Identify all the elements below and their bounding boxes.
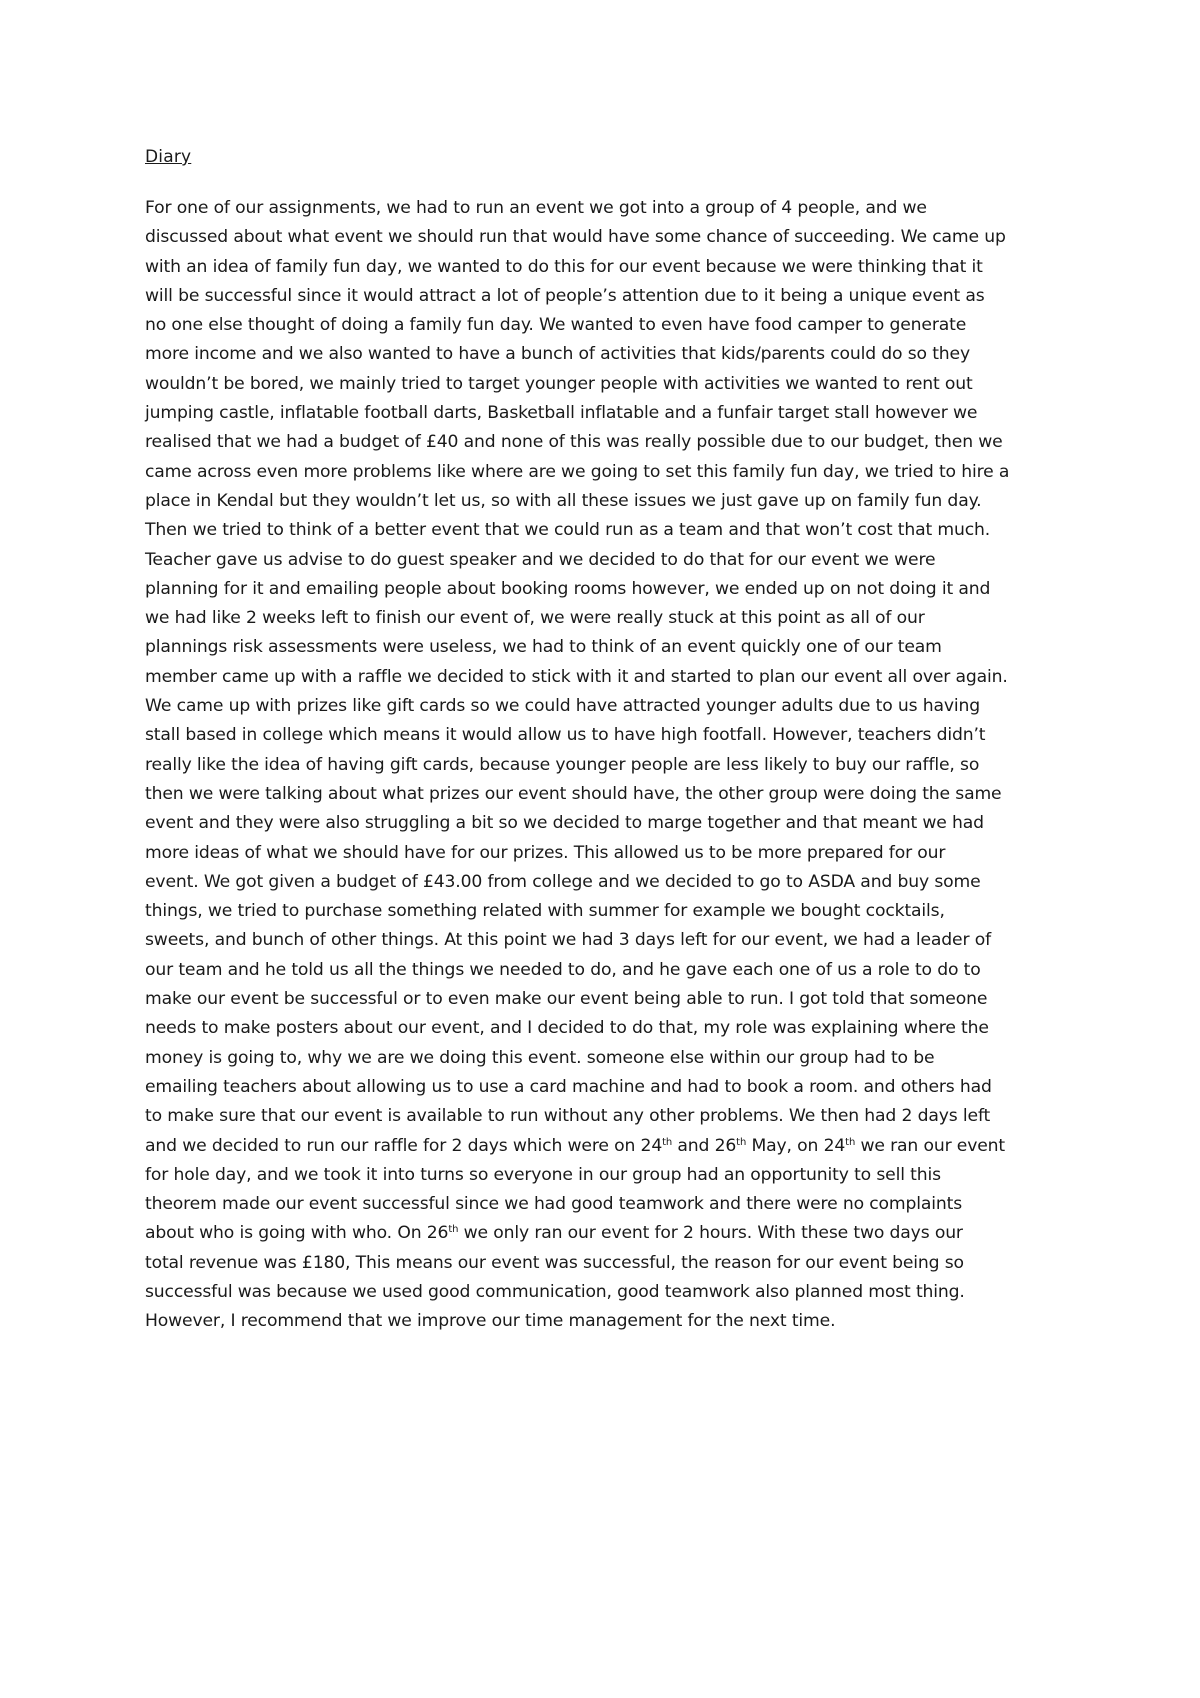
diary-body: [145, 194, 1065, 1337]
text-segment: jumping castle, inflatable football darts, Basketball inflatable and a funfair target stall however we: [145, 403, 978, 424]
text-line: [145, 399, 1065, 428]
text-line: [145, 692, 1065, 721]
text-line: [145, 985, 1065, 1014]
text-segment: more ideas of what we should have for our prizes. This allowed us to be more prepared for our: [145, 842, 946, 863]
text-segment: more income and we also wanted to have a bunch of activities that kids/parents could do so they: [145, 344, 971, 365]
text-line: [145, 956, 1065, 985]
text-segment: We came up with prizes like gift cards so we could have attracted younger adults due to us having: [145, 696, 981, 717]
document-page: [145, 148, 1065, 1337]
text-segment: plannings risk assessments were useless, we had to think of an event quickly one of our team: [145, 637, 942, 658]
text-line: [145, 546, 1065, 575]
text-segment: with an idea of family fun day, we wanted to do this for our event because we were thinking that it: [145, 256, 983, 277]
text-line: [145, 897, 1065, 926]
text-segment: really like the idea of having gift cards, because younger people are less likely to buy our raffle, so: [145, 754, 980, 775]
text-segment: event. We got given a budget of £43.00 from college and we decided to go to ASDA and buy some: [145, 871, 981, 892]
text-line: [145, 809, 1065, 838]
text-line: [145, 1014, 1065, 1043]
text-line: [145, 839, 1065, 868]
text-line: [145, 516, 1065, 545]
text-line: [145, 1278, 1065, 1307]
text-segment: for hole day, and we took it into turns so everyone in our group had an opportunity to sell this: [145, 1164, 941, 1185]
text-line: [145, 194, 1065, 223]
text-line: [145, 1249, 1065, 1278]
text-line: [145, 604, 1065, 633]
text-segment: will be successful since it would attract a lot of people’s attention due to it being a unique event as: [145, 285, 985, 306]
text-line: [145, 1073, 1065, 1102]
text-segment: stall based in college which means it would allow us to have high footfall. However, teachers didn’t: [145, 725, 986, 746]
text-segment: event and they were also struggling a bit so we decided to marge together and that meant we had: [145, 813, 984, 834]
text-line: [145, 282, 1065, 311]
text-segment: realised that we had a budget of £40 and none of this was really possible due to our budget, then we: [145, 432, 1003, 453]
text-line: [145, 751, 1065, 780]
text-segment: came across even more problems like where are we going to set this family fun day, we tried to hire a: [145, 461, 1010, 482]
text-segment: For one of our assignments, we had to run an event we got into a group of 4 people, and we: [145, 198, 927, 218]
text-line: [145, 1161, 1065, 1190]
text-line: [145, 926, 1065, 955]
text-segment: make our event be successful or to even make our event being able to run. I got told that someone: [145, 989, 988, 1010]
text-segment: things, we tried to purchase something related with summer for example we bought cocktails,: [145, 901, 945, 922]
text-segment: no one else thought of doing a family fun day. We wanted to even have food camper to generate: [145, 315, 967, 336]
text-segment: then we were talking about what prizes our event should have, the other group were doing the same: [145, 783, 1002, 804]
text-segment: our team and he told us all the things we needed to do, and he gave each one of us a role to do to: [145, 959, 981, 980]
text-line: [145, 1044, 1065, 1073]
text-segment: member came up with a raffle we decided to stick with it and started to plan our event all over again.: [145, 666, 1008, 687]
text-line: [145, 1307, 1065, 1336]
text-segment: money is going to, why we are we doing this event. someone else within our group had to be: [145, 1047, 935, 1068]
page-title: Diary: [145, 147, 192, 167]
text-line: [145, 868, 1065, 897]
text-segment: However, I recommend that we improve our time management for the next time.: [145, 1311, 836, 1332]
text-segment: total revenue was £180, This means our event was successful, the reason for our event being so: [145, 1252, 964, 1273]
text-line: [145, 487, 1065, 516]
text-segment: theorem made our event successful since we had good teamwork and there were no complaints: [145, 1194, 963, 1215]
text-segment: sweets, and bunch of other things. At this point we had 3 days left for our event, we had a leader of: [145, 930, 991, 951]
text-line: [145, 663, 1065, 692]
text-line: [145, 1132, 1065, 1161]
ordinal-suffix: th: [662, 1136, 673, 1148]
ordinal-suffix: th: [448, 1224, 459, 1236]
text-segment: wouldn’t be bored, we mainly tried to target younger people with activities we wanted to rent out: [145, 373, 973, 394]
text-segment: needs to make posters about our event, and I decided to do that, my role was explaining where the: [145, 1018, 989, 1039]
text-line: [145, 223, 1065, 252]
ordinal-suffix: th: [736, 1136, 747, 1148]
text-line: [145, 780, 1065, 809]
text-line: [145, 370, 1065, 399]
text-segment: Teacher gave us advise to do guest speaker and we decided to do that for our event we were: [145, 549, 936, 570]
text-segment: to make sure that our event is available to run without any other problems. We then had 2 days left: [145, 1106, 991, 1127]
text-line: [145, 1102, 1065, 1131]
text-line: [145, 575, 1065, 604]
ordinal-suffix: th: [845, 1136, 856, 1148]
text-segment: May, on 24: [746, 1135, 846, 1156]
text-segment: about who is going with who. On 26: [145, 1223, 449, 1244]
text-line: [145, 458, 1065, 487]
text-segment: Then we tried to think of a better event that we could run as a team and that won’t cost that much.: [145, 520, 991, 541]
text-line: [145, 1219, 1065, 1248]
text-segment: emailing teachers about allowing us to use a card machine and had to book a room. and others had: [145, 1076, 992, 1097]
text-segment: and we decided to run our raffle for 2 days which were on 24: [145, 1135, 663, 1156]
text-segment: successful was because we used good communication, good teamwork also planned most thing.: [145, 1281, 965, 1302]
text-segment: discussed about what event we should run that would have some chance of succeeding. We came up: [145, 227, 1006, 248]
text-line: [145, 721, 1065, 750]
text-segment: we had like 2 weeks left to finish our event of, we were really stuck at this point as all of our: [145, 608, 925, 629]
text-segment: place in Kendal but they wouldn’t let us, so with all these issues we just gave up on family fun day.: [145, 490, 982, 511]
text-segment: we only ran our event for 2 hours. With these two days our: [458, 1223, 963, 1244]
text-line: [145, 340, 1065, 369]
text-line: [145, 633, 1065, 662]
text-line: [145, 428, 1065, 457]
text-line: [145, 253, 1065, 282]
text-line: [145, 311, 1065, 340]
text-segment: and 26: [672, 1135, 737, 1156]
text-segment: planning for it and emailing people about booking rooms however, we ended up on not doing it and: [145, 578, 991, 599]
text-segment: we ran our event: [855, 1135, 1005, 1156]
text-line: [145, 1190, 1065, 1219]
